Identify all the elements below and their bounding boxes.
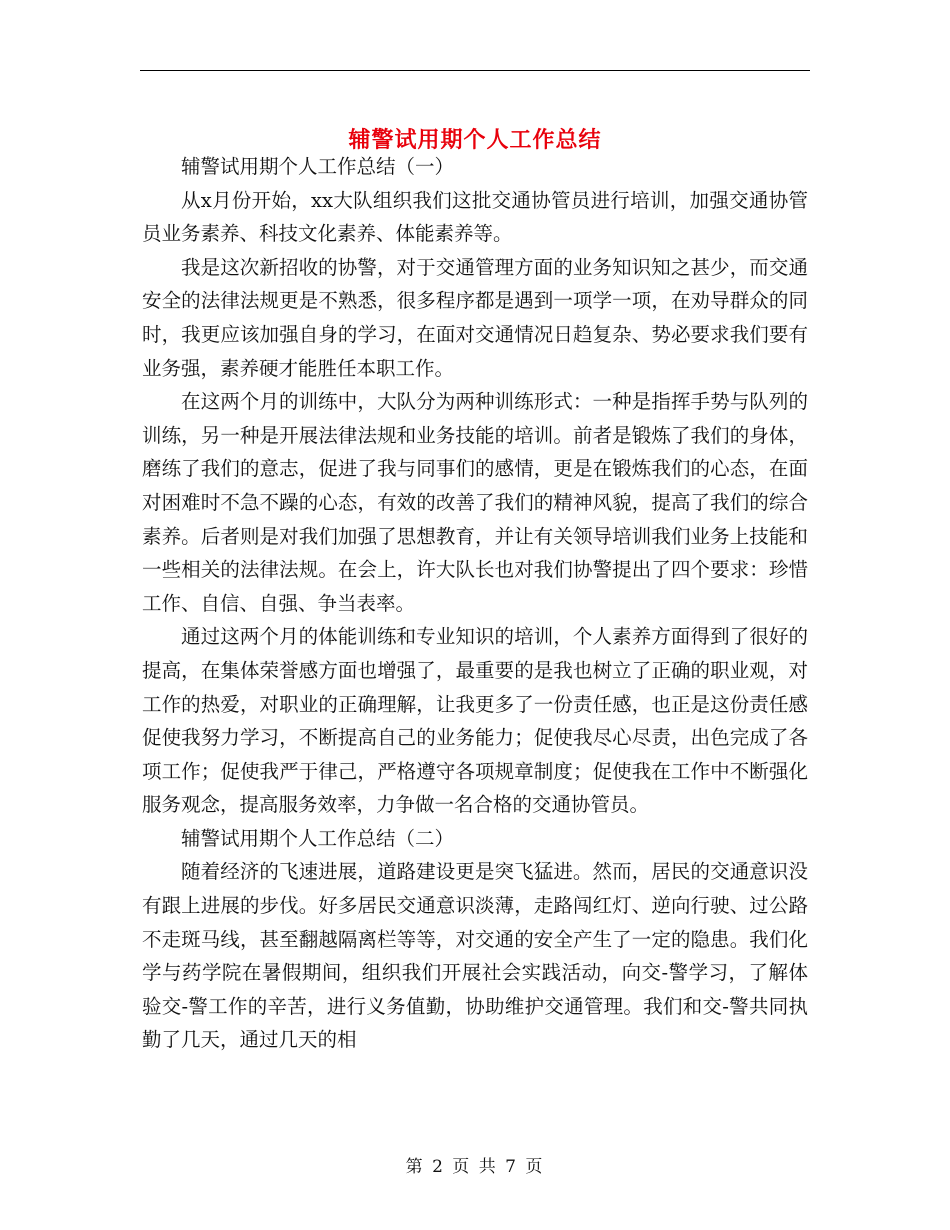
paragraph: 在这两个月的训练中，大队分为两种训练形式：一种是指挥手势与队列的训练，另一种是开展法律法规和业务技能的培训。前者是锻炼了我们的身体，磨练了我们的意志，促进了我与同事们的感情，更是在锻炼我们的心态，在面对困难时不急不躁的心态，有效的改善了我们的精神风貌，提高了我们的综合素养。后者则是对我们加强了思想教育，并让有关领导培训我们业务上技能和一些相关的法律法规。在会上，许大队长也对我们协警提出了四个要求：珍惜工作、自信、自强、争当表率。 [142,390,808,615]
paragraph: 从x月份开始，xx大队组织我们这批交通协管员进行培训，加强交通协管员业务素养、科技文化素养、体能素养等。 [142,188,808,246]
paragraph: 我是这次新招收的协警，对于交通管理方面的业务知识知之甚少，而交通安全的法律法规更是不熟悉，很多程序都是遇到一项学一项，在劝导群众的同时，我更应该加强自身的学习，在面对交通情况日趋复杂、势必要求我们要有业务强，素养硬才能胜任本职工作。 [142,255,808,380]
document-title: 辅警试用期个人工作总结 [348,127,602,153]
header-rule [140,70,810,71]
paragraph: 随着经济的飞速进展，道路建设更是突飞猛进。然而，居民的交通意识没有跟上进展的步伐。好多居民交通意识淡薄，走路闯红灯、逆向行驶、过公路不走斑马线，甚至翻越隔离栏等等，对交通的安全产生了一定的隐患。我们化学与药学院在暑假期间，组织我们开展社会实践活动，向交-警学习，了解体验交-警工作的辛苦，进行义务值勤，协助维护交通管理。我们和交-警共同执勤了几天，通过几天的相 [142,860,808,1052]
paragraph: 通过这两个月的体能训练和专业知识的培训，个人素养方面得到了很好的提高，在集体荣誉感方面也增强了，最重要的是我也树立了正确的职业观，对工作的热爱，对职业的正确理解，让我更多了一份责任感，也正是这份责任感促使我努力学习，不断提高自己的业务能力；促使我尽心尽责，出色完成了各项工作；促使我严于律己，严格遵守各项规章制度；促使我在工作中不断强化服务观念，提高服务效率，力争做一名合格的交通协管员。 [142,625,808,817]
page-number-footer: 第 2 页 共 7 页 [405,1157,545,1177]
section-heading-1: 辅警试用期个人工作总结（一） [181,155,455,178]
section-heading-2: 辅警试用期个人工作总结（二） [181,826,455,850]
document-body [142,150,808,1057]
